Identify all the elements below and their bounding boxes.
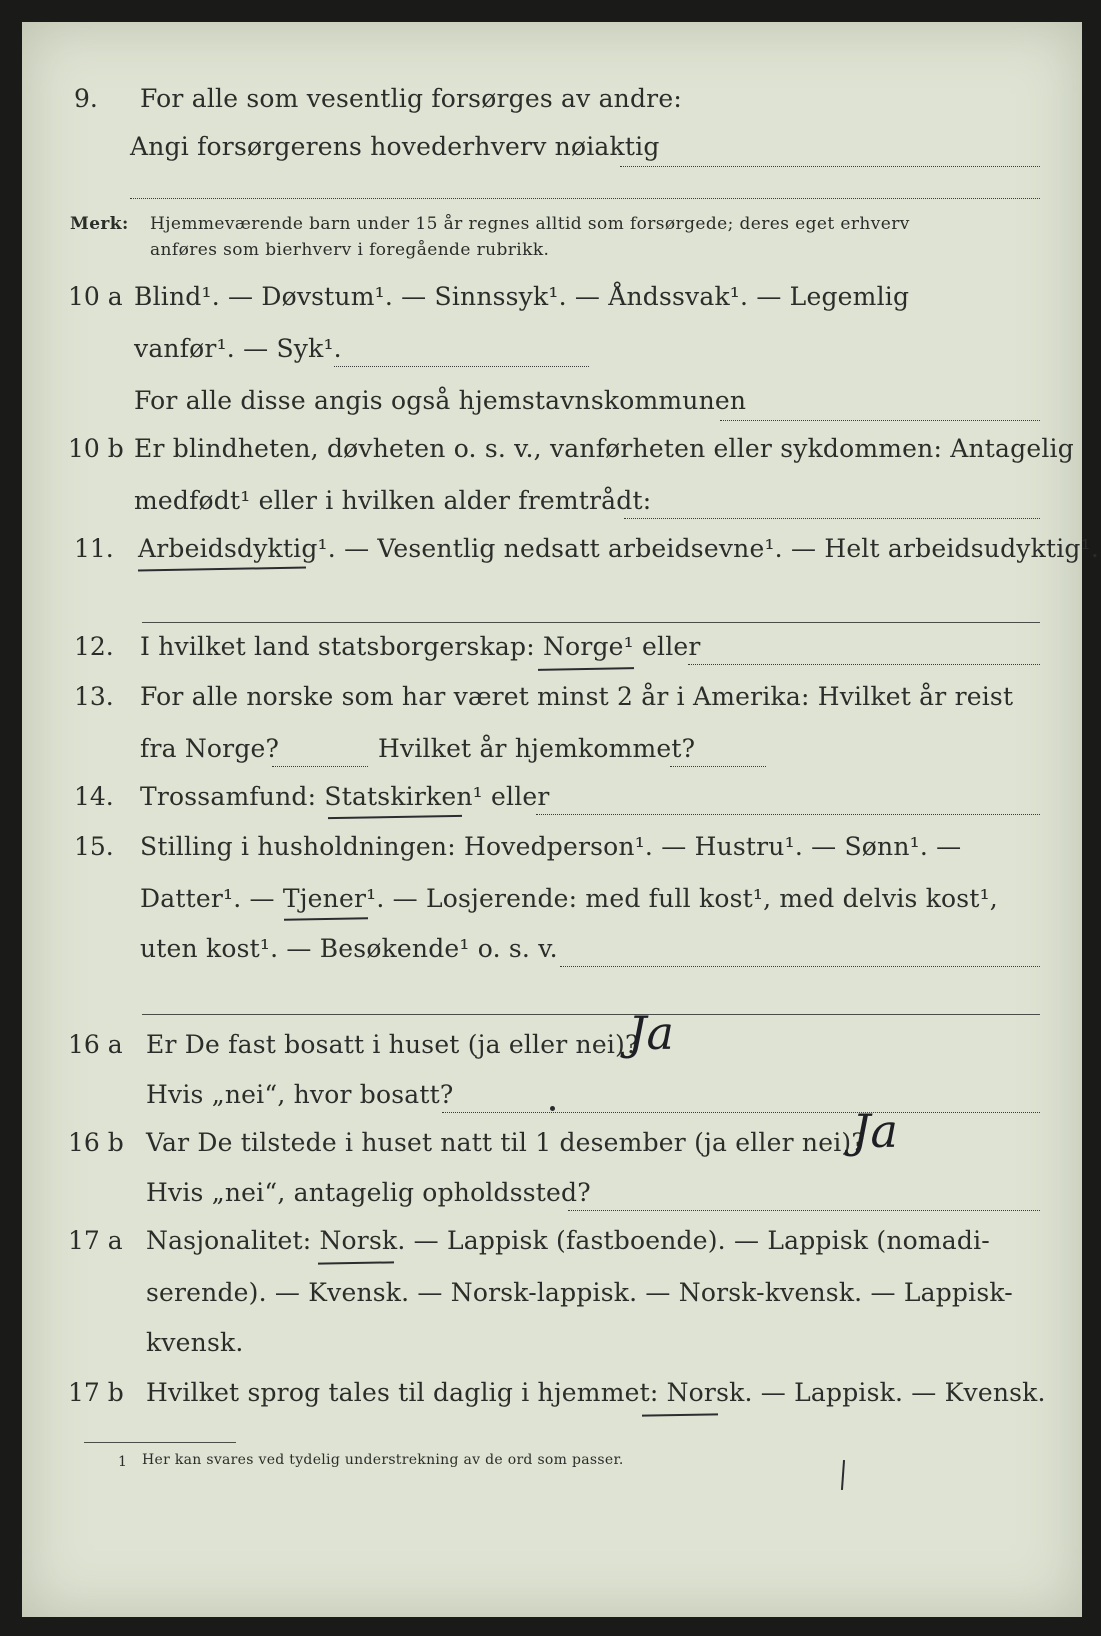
- note-text: Hjemmeværende barn under 15 år regnes alltid som forsørgede; deres eget erhverv: [150, 214, 910, 234]
- question-number: 13.: [74, 682, 114, 711]
- question-text: kvensk.: [146, 1328, 244, 1357]
- question-16a: [22, 1006, 1082, 1078]
- answer-line[interactable]: [334, 366, 589, 367]
- question-text: For alle norske som har været minst 2 år i Amerika: Hvilket år reist: [140, 682, 1014, 711]
- question-10a-line-2: [22, 334, 1082, 382]
- question-text: Er blindheten, døvheten o. s. v., vanførheten eller sykdommen: Antagelig: [134, 434, 1074, 463]
- question-10b: [22, 434, 1082, 482]
- handwritten-underline: [538, 667, 634, 671]
- question-number: 16 b: [68, 1128, 124, 1157]
- handwritten-answer: Ja: [852, 1104, 898, 1158]
- question-text: Hvis „nei“, hvor bosatt?: [146, 1080, 454, 1109]
- question-text: I hvilket land statsborgerskap: Norge¹ eller: [140, 632, 701, 661]
- answer-line[interactable]: [142, 1014, 1040, 1015]
- question-number: 16 a: [68, 1030, 123, 1059]
- answer-line[interactable]: [568, 1210, 1040, 1211]
- question-10a-line-3: [22, 386, 1082, 434]
- footnote-mark: 1: [118, 1454, 128, 1470]
- question-number: 10 b: [68, 434, 124, 463]
- handwritten-answer: Ja: [628, 1006, 674, 1060]
- question-15-line-3: [22, 934, 1082, 982]
- question-number: 17 a: [68, 1226, 123, 1255]
- question-text: Blind¹. — Døvstum¹. — Sinnssyk¹. — Åndssvak¹. — Legemlig: [134, 282, 910, 311]
- question-number: 10 a: [68, 282, 123, 311]
- question-text: vanfør¹. — Syk¹.: [134, 334, 342, 363]
- question-12: [22, 632, 1082, 680]
- question-number: 9.: [74, 84, 98, 113]
- question-17a-line-2: [22, 1278, 1082, 1326]
- question-text: Arbeidsdyktig¹. — Vesentlig nedsatt arbeidsevne¹. — Helt arbeidsudyktig¹.: [138, 534, 1099, 563]
- question-number: 17 b: [68, 1378, 124, 1407]
- question-16a-line-2: [22, 1080, 1082, 1128]
- question-17b: [22, 1378, 1082, 1426]
- note-label: Merk:: [70, 214, 129, 234]
- footnote: [22, 1450, 1082, 1474]
- question-text: serende). — Kvensk. — Norsk-lappisk. — Norsk-kvensk. — Lappisk-: [146, 1278, 1013, 1307]
- question-number: 14.: [74, 782, 114, 811]
- question-text: Hvis „nei“, antagelig opholdssted?: [146, 1178, 591, 1207]
- question-text: Datter¹. — Tjener¹. — Losjerende: med full kost¹, med delvis kost¹,: [140, 884, 998, 913]
- answer-line[interactable]: [272, 766, 368, 767]
- question-13: [22, 682, 1082, 730]
- ink-dot: [550, 1106, 555, 1111]
- handwritten-underline: [284, 917, 368, 920]
- question-text: Hvilket sprog tales til daglig i hjemmet: Norsk. — Lappisk. — Kvensk.: [146, 1378, 1046, 1407]
- question-9: [22, 84, 1082, 132]
- handwritten-underline: [328, 815, 462, 819]
- handwritten-underline: [642, 1413, 718, 1416]
- question-10a: [22, 282, 1082, 330]
- question-text: uten kost¹. — Besøkende¹ o. s. v.: [140, 934, 558, 963]
- handwritten-underline: [318, 1261, 394, 1264]
- question-text: For alle disse angis også hjemstavnskommunen: [134, 386, 747, 415]
- question-number: 11.: [74, 534, 114, 563]
- question-text: fra Norge?: [140, 734, 280, 763]
- answer-line[interactable]: [536, 814, 1040, 815]
- answer-line[interactable]: [560, 966, 1040, 967]
- census-form-page: [22, 22, 1099, 1617]
- answer-line[interactable]: [720, 420, 1040, 421]
- question-11: [22, 534, 1099, 582]
- question-14: [22, 782, 1082, 830]
- question-15: [22, 832, 1082, 880]
- note-merk: [22, 214, 1082, 274]
- note-text: anføres som bierhverv i foregående rubrikk.: [150, 240, 550, 260]
- question-15-line-2: [22, 884, 1082, 932]
- question-number: 15.: [74, 832, 114, 861]
- answer-line[interactable]: [624, 518, 1040, 519]
- question-text: Nasjonalitet: Norsk. — Lappisk (fastboende). — Lappisk (nomadi-: [146, 1226, 990, 1255]
- question-17a: [22, 1226, 1082, 1274]
- answer-line[interactable]: [670, 766, 766, 767]
- handwritten-underline: [138, 567, 306, 572]
- answer-line[interactable]: [620, 166, 1040, 167]
- question-16b: [22, 1104, 1082, 1176]
- question-10b-line-2: [22, 486, 1082, 534]
- question-text: Er De fast bosatt i huset (ja eller nei)?: [146, 1030, 639, 1059]
- question-number: 12.: [74, 632, 114, 661]
- answer-line[interactable]: [142, 622, 1040, 623]
- question-text: Hvilket år hjemkommet?: [378, 734, 696, 763]
- footnote-divider: [84, 1442, 236, 1443]
- question-text: Stilling i husholdningen: Hovedperson¹. — Hustru¹. — Sønn¹. —: [140, 832, 962, 861]
- question-text: Var De tilstede i huset natt til 1 desember (ja eller nei)?: [146, 1128, 865, 1157]
- question-text: Angi forsørgerens hovederhverv nøiaktig: [130, 132, 660, 161]
- question-9-line-2: [22, 132, 1082, 180]
- question-text: For alle som vesentlig forsørges av andre:: [140, 84, 682, 113]
- answer-line[interactable]: [442, 1112, 1040, 1113]
- footnote-text: Her kan svares ved tydelig understrekning av de ord som passer.: [142, 1452, 624, 1468]
- question-text: medfødt¹ eller i hvilken alder fremtrådt:: [134, 486, 652, 515]
- question-text: Trossamfund: Statskirken¹ eller: [140, 782, 550, 811]
- question-16b-line-2: [22, 1178, 1082, 1226]
- question-17a-line-3: [22, 1328, 1082, 1376]
- answer-line[interactable]: [130, 198, 1040, 199]
- question-13-line-2: [22, 734, 1082, 782]
- answer-line[interactable]: [688, 664, 1040, 665]
